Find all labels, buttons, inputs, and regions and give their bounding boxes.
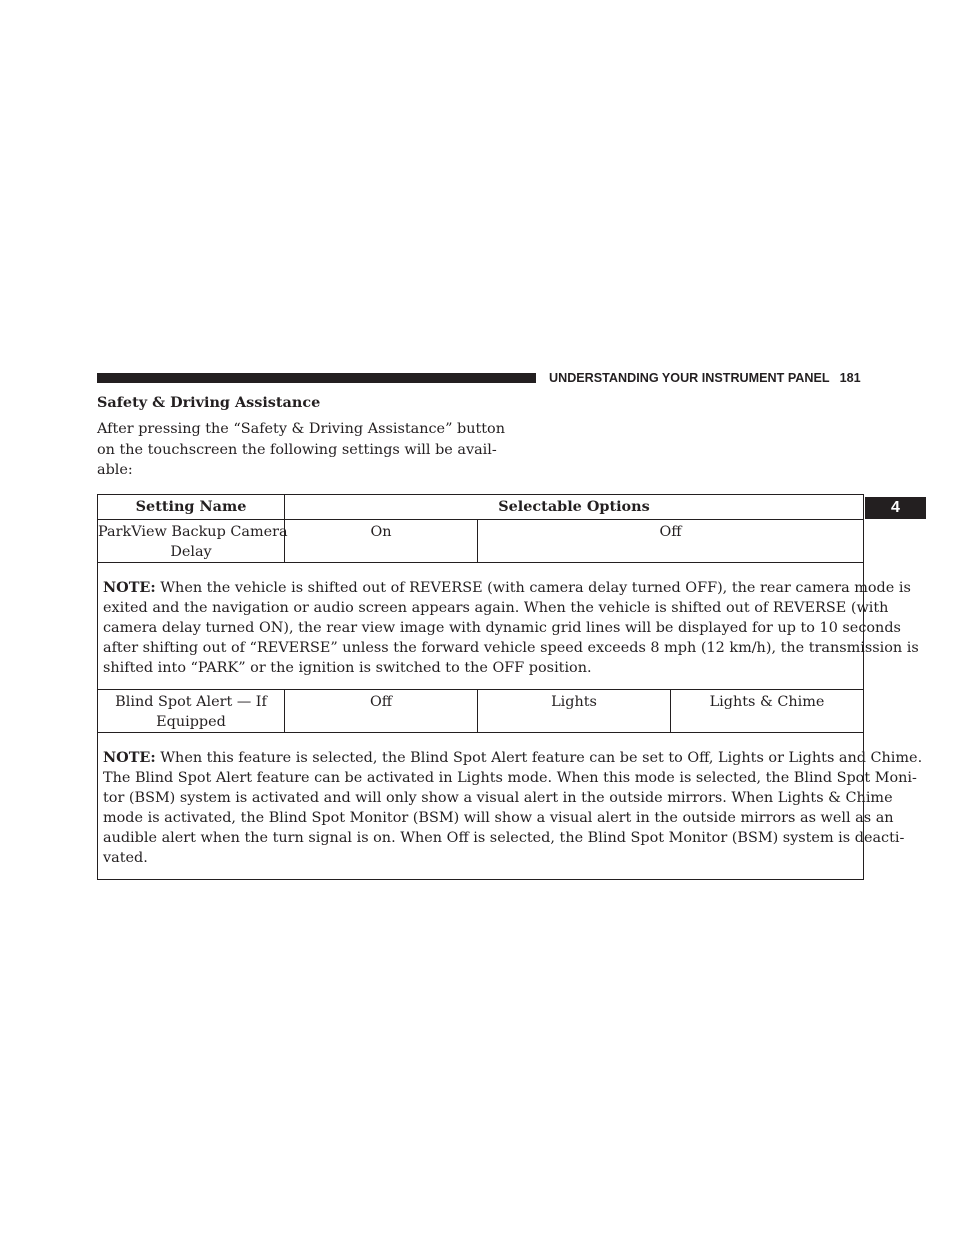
intro-paragraph — [97, 419, 505, 481]
note-row — [98, 733, 864, 880]
section-title: Safety & Driving Assistance — [97, 394, 321, 411]
column-header-setting-name: Setting Name — [98, 495, 285, 520]
setting-name-cell — [98, 520, 288, 563]
note-line: exited and the navigation or audio screen appears again. When the vehicle is shifted out of REVERSE (with — [103, 600, 889, 616]
page-number: 181 — [839, 371, 861, 385]
table-row — [98, 690, 864, 733]
table-row — [98, 520, 864, 563]
setting-name-line: ParkView Backup Camera — [98, 524, 288, 540]
note-row — [98, 563, 864, 690]
note-line: after shifting out of “REVERSE” unless the forward vehicle speed exceeds 8 mph (12 km/h), the transmission is — [103, 640, 919, 656]
column-header-selectable-options: Selectable Options — [285, 495, 864, 520]
setting-name-cell — [98, 690, 285, 733]
note-line: audible alert when the turn signal is on. When Off is selected, the Blind Spot Monitor (BSM) system is deacti- — [103, 830, 905, 846]
setting-name-line: Delay — [170, 544, 212, 560]
note-line: camera delay turned ON), the rear view image with dynamic grid lines will be displayed for up to 10 seconds — [103, 620, 901, 636]
note-line — [103, 748, 923, 768]
note-line: vated. — [103, 850, 148, 866]
settings-table — [97, 494, 923, 880]
note-line: The Blind Spot Alert feature can be activated in Lights mode. When this mode is selected, the Blind Spot Moni- — [103, 770, 917, 786]
note-text: When this feature is selected, the Blind Spot Alert feature can be set to Off, Lights or Lights and Chime. — [155, 750, 923, 766]
option-cell: Off — [478, 520, 864, 563]
chapter-tab: 4 — [865, 497, 926, 519]
header-rule — [97, 373, 536, 383]
note-cell — [98, 563, 919, 690]
note-line: shifted into “PARK” or the ignition is switched to the OFF position. — [103, 660, 592, 676]
setting-name-line: Equipped — [156, 714, 226, 730]
intro-line: on the touchscreen the following settings will be avail- — [97, 441, 497, 458]
option-cell: Lights & Chime — [671, 690, 864, 733]
running-header — [549, 369, 861, 387]
note-text: When the vehicle is shifted out of REVERSE (with camera delay turned OFF), the rear camera mode is — [155, 580, 911, 596]
note-cell — [98, 733, 923, 880]
option-cell: Lights — [478, 690, 671, 733]
intro-line: After pressing the “Safety & Driving Assistance” button — [97, 421, 505, 437]
note-line: mode is activated, the Blind Spot Monitor (BSM) will show a visual alert in the outside mirrors as well as an — [103, 810, 894, 826]
note-line: tor (BSM) system is activated and will only show a visual alert in the outside mirrors. When Lights & Chime — [103, 790, 893, 806]
note-label: NOTE: — [103, 749, 156, 766]
option-cell: Off — [285, 690, 478, 733]
setting-name-line: Blind Spot Alert — If — [115, 694, 267, 710]
note-line — [103, 578, 911, 598]
option-cell: On — [285, 520, 478, 563]
table-header-row — [98, 495, 864, 520]
intro-line: able: — [97, 462, 133, 478]
note-label: NOTE: — [103, 579, 156, 596]
header-title: UNDERSTANDING YOUR INSTRUMENT PANEL — [549, 371, 830, 385]
